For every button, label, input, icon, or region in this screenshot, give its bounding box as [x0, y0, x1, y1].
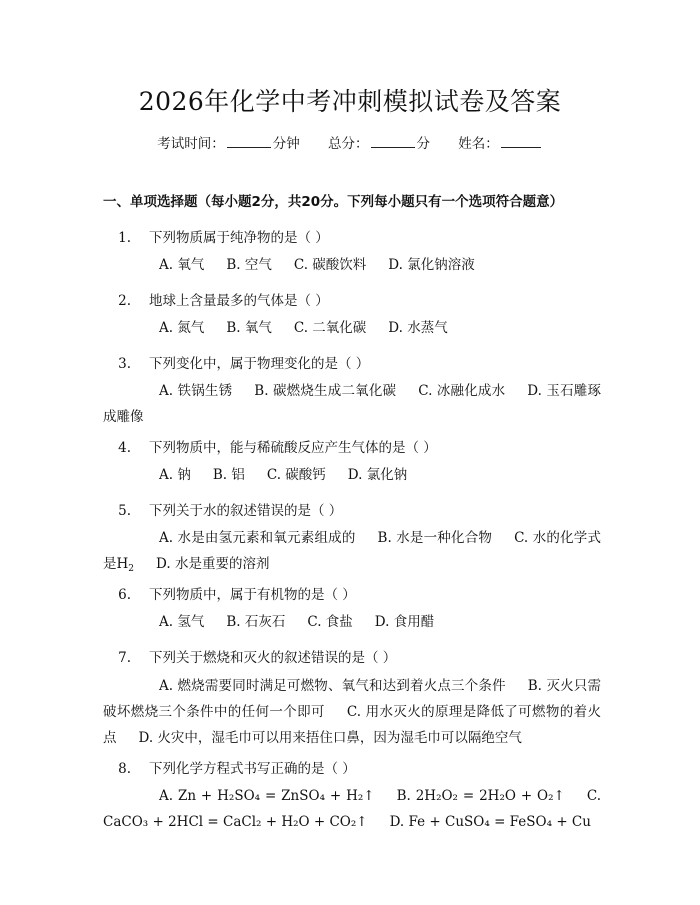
question-5	[103, 499, 601, 519]
question-4-options	[103, 462, 601, 488]
option-a: A. 氮气	[159, 320, 205, 336]
question-text: 下列关于水的叙述错误的是（ ）	[149, 503, 343, 519]
name-field	[458, 136, 543, 152]
question-number: 2.	[118, 293, 131, 309]
option-a: A. 铁锅生锈	[159, 383, 233, 399]
question-7-options	[103, 673, 601, 751]
question-number: 7.	[118, 650, 131, 666]
question-1	[103, 226, 601, 246]
option-c: C. 食盐	[307, 614, 353, 630]
option-c: C. 碳酸钙	[266, 467, 326, 483]
question-text: 下列物质中，能与稀硫酸反应产生气体的是（ ）	[149, 440, 437, 456]
question-3	[103, 352, 601, 372]
question-text: 地球上含量最多的气体是（ ）	[149, 293, 329, 309]
option-a: A. 燃烧需要同时满足可燃物、氧气和达到着火点三个条件	[159, 678, 506, 694]
question-text: 下列化学方程式书写正确的是（ ）	[149, 761, 356, 777]
option-b: B. 水是一种化合物	[377, 530, 493, 546]
question-number: 1.	[118, 230, 131, 246]
option-a: A. 水是由氢元素和氧元素组成的	[159, 530, 356, 546]
option-d: D. 玉石雕琢成雕像	[103, 383, 601, 425]
option-b: B. 碳燃烧生成二氧化碳	[254, 383, 397, 399]
option-a: A. Zn + H₂SO₄ = ZnSO₄ + H₂↑	[159, 788, 375, 804]
question-5-options	[103, 525, 601, 582]
exam-meta	[0, 132, 700, 152]
option-b: B. 2H₂O₂ = 2H₂O + O₂↑	[396, 788, 565, 804]
name-blank	[501, 135, 541, 148]
option-b: B. 氧气	[226, 320, 272, 336]
option-a: A. 氢气	[159, 614, 205, 630]
question-text: 下列物质属于纯净物的是（ ）	[149, 230, 329, 246]
question-3-options	[103, 378, 601, 430]
option-b: B. 灭火只需破坏燃烧三个条件中的任何一个即可	[103, 678, 601, 720]
option-c: C. 碳酸饮料	[293, 257, 367, 273]
question-2-options	[103, 315, 601, 341]
time-label: 考试时间：	[157, 136, 225, 152]
question-7	[103, 646, 601, 666]
question-number: 5.	[118, 503, 131, 519]
question-text: 下列物质中，属于有机物的是（ ）	[149, 587, 356, 603]
name-label: 姓名：	[458, 136, 499, 152]
option-a: A. 钠	[159, 467, 191, 483]
option-d: D. 氯化钠溶液	[388, 257, 475, 273]
option-d: D. 水蒸气	[388, 320, 448, 336]
option-d: D. 火灾中，湿毛巾可以用来捂住口鼻，因为湿毛巾可以隔绝空气	[138, 730, 522, 746]
time-blank	[227, 135, 271, 148]
subscript: 2	[128, 564, 135, 574]
option-d: D. 食用醋	[374, 614, 435, 630]
page-title: 2026年化学中考冲刺模拟试卷及答案	[138, 87, 562, 116]
question-8-options	[103, 783, 601, 835]
question-number: 4.	[118, 440, 131, 456]
score-label: 总分：	[328, 136, 369, 152]
question-text: 下列关于燃烧和灭火的叙述错误的是（ ）	[149, 650, 397, 666]
option-d: D. 水是重要的溶剂	[156, 556, 270, 572]
score-unit: 分	[416, 136, 430, 152]
time-field	[157, 136, 300, 152]
question-text: 下列变化中，属于物理变化的是（ ）	[149, 356, 370, 372]
question-2	[103, 289, 601, 309]
section-heading: 一、单项选择题（每小题2分，共20分。下列每小题只有一个选项符合题意）	[103, 194, 564, 210]
option-c: C. 用水灭火的原理是降低了可燃物的着火点	[103, 704, 602, 746]
score-field	[328, 136, 430, 152]
question-1-options	[103, 252, 601, 278]
question-number: 6.	[118, 587, 131, 603]
option-c-text: C. 水的化学式是H	[103, 530, 601, 572]
option-c: C. 二氧化碳	[293, 320, 367, 336]
question-8	[103, 757, 601, 777]
option-b: B. 空气	[226, 257, 272, 273]
question-6-options	[103, 609, 601, 635]
option-b: B. 铝	[212, 467, 245, 483]
question-6	[103, 583, 601, 603]
option-c: C. 冰融化成水	[418, 383, 506, 399]
question-4	[103, 436, 601, 456]
option-d: D. Fe + CuSO₄ = FeSO₄ + Cu	[389, 814, 591, 830]
score-blank	[371, 135, 415, 148]
option-c: C. CaCO₃ + 2HCl = CaCl₂ + H₂O + CO₂↑	[103, 788, 601, 830]
option-d: D. 氯化钠	[347, 467, 408, 483]
question-number: 3.	[118, 356, 131, 372]
time-unit: 分钟	[272, 136, 300, 152]
option-b: B. 石灰石	[226, 614, 286, 630]
option-a: A. 氧气	[159, 257, 205, 273]
question-number: 8.	[118, 761, 131, 777]
